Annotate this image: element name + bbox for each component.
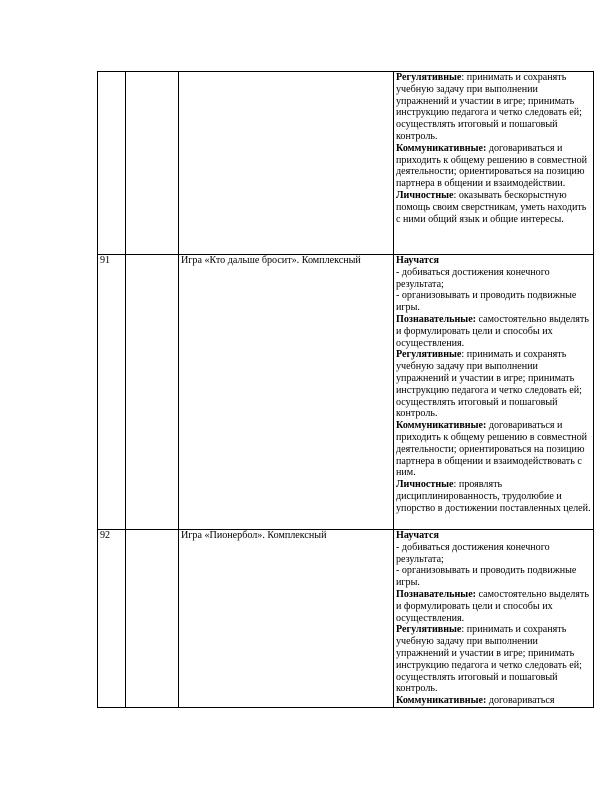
outcome-heading: Личностные (396, 479, 454, 491)
outcome-text: договариваться и приходить к общему решению в совместной деятельности; ориентироваться на позицию партнера в общении и взаимодействии. (396, 142, 588, 190)
outcome-text: договариваться и приходить к общему решению в совместной деятельности; ориентироваться на позицию партнера в общении и взаимодействовать с ним. (396, 420, 588, 479)
table-row (98, 255, 594, 530)
lesson-date-cell (126, 255, 179, 530)
outcome-heading: Регулятивные (396, 72, 462, 83)
lesson-plan-body (98, 72, 594, 708)
lesson-topic-text: Игра «Кто дальше бросит». Комплексный (181, 255, 361, 266)
outcome-paragraph (396, 314, 593, 349)
outcome-heading: Регулятивные (396, 349, 462, 361)
learning-outcomes-cell (394, 255, 594, 530)
lesson-topic-cell (179, 530, 394, 708)
lesson-number-text: 92 (100, 530, 111, 541)
outcome-text: самостоятельно выделять и формулировать цели и способы их осуществления. (396, 588, 589, 624)
outcome-paragraph (396, 542, 593, 566)
outcome-heading: Регулятивные (396, 624, 462, 636)
outcome-paragraph (396, 267, 593, 291)
outcome-paragraph (396, 420, 593, 479)
learning-outcomes-cell (394, 530, 594, 708)
lesson-number-text: 91 (100, 255, 111, 266)
lesson-topic-cell (179, 255, 394, 530)
outcome-text: - добиваться достижения конечного результата; (396, 541, 550, 565)
lesson-number-cell (98, 530, 126, 708)
outcome-text: договариваться (486, 695, 555, 707)
outcome-paragraph (396, 349, 593, 420)
outcome-paragraph (396, 479, 593, 514)
lesson-topic-cell (179, 72, 394, 255)
outcome-paragraph (396, 624, 593, 695)
learning-outcomes-cell (394, 72, 594, 255)
outcome-text: самостоятельно выделять и формулировать цели и способы их осуществления. (396, 313, 589, 349)
outcome-text: : принимать и сохранять учебную задачу при выполнении упражнений и участии в игре; принимать инструкцию педагога и четко следовать ей; осуществлять итоговый и пошаговый контроль. (396, 72, 582, 142)
lesson-date-cell (126, 530, 179, 708)
outcome-text: : принимать и сохранять учебную задачу при выполнении упражнений и участии в игре; принимать инструкцию педагога и четко следовать ей; осуществлять итоговый и пошаговый контроль. (396, 624, 582, 695)
lesson-number-cell (98, 255, 126, 530)
outcome-heading: Познавательные: (396, 588, 477, 600)
lesson-topic-text: Игра «Пионербол». Комплексный (181, 530, 327, 541)
outcome-paragraph (396, 589, 593, 624)
lesson-plan-table (97, 71, 594, 708)
outcome-heading: Личностные (396, 189, 454, 201)
outcome-paragraph (396, 72, 593, 143)
outcome-text: : принимать и сохранять учебную задачу при выполнении упражнений и участии в игре; принимать инструкцию педагога и четко следовать ей; осуществлять итоговый и пошаговый контроль. (396, 349, 582, 420)
outcome-paragraph (396, 290, 593, 314)
outcome-paragraph (396, 530, 593, 542)
outcome-heading: Коммуникативные: (396, 142, 487, 154)
outcome-heading: Коммуникативные: (396, 695, 487, 707)
outcome-heading: Научатся (396, 530, 439, 541)
outcome-heading: Коммуникативные: (396, 420, 487, 432)
lesson-number-cell (98, 72, 126, 255)
outcome-heading: Познавательные: (396, 313, 477, 325)
outcome-paragraph (396, 565, 593, 589)
outcome-text: - добиваться достижения конечного результата; (396, 266, 550, 290)
table-row (98, 72, 594, 255)
outcome-heading: Научатся (396, 255, 439, 266)
outcome-text: - организовывать и проводить подвижные игры. (396, 290, 577, 314)
outcome-text: - организовывать и проводить подвижные игры. (396, 565, 577, 589)
outcome-text: : оказывать бескорыстную помощь своим сверстникам, уметь находить с ними общий язык и общие интересы. (396, 189, 587, 225)
outcome-paragraph (396, 695, 593, 707)
lesson-date-cell (126, 72, 179, 255)
outcome-paragraph (396, 190, 593, 225)
table-row (98, 530, 594, 708)
outcome-paragraph (396, 255, 593, 267)
outcome-text: : проявлять дисциплинированность, трудолюбие и упорство в достижении поставленных целей. (396, 479, 591, 514)
outcome-paragraph (396, 143, 593, 190)
